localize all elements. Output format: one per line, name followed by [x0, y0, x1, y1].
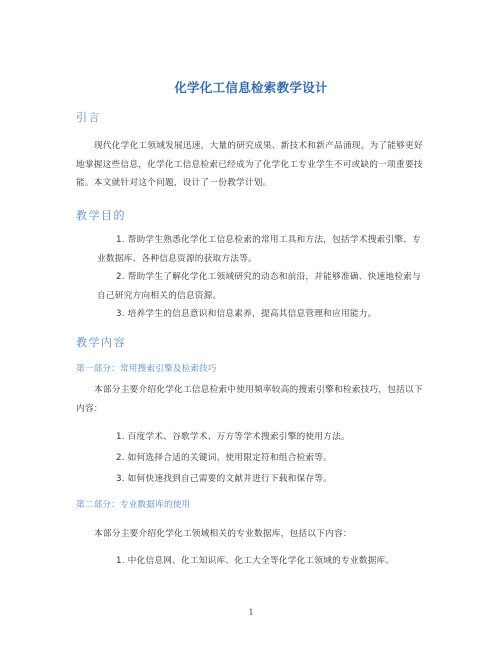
paragraph-intro: 现代化学化工领域发展迅速，大量的研究成果、新技术和新产品涌现。为了能够更好地掌握这些信息，化学化工信息检索已经成为了化学化工专业学生不可或缺的一项重要技能。本文就针对这个问题，设计了一份教学计划。: [76, 141, 423, 188]
paragraph-part1: 本部分主要介绍化学化工信息检索中使用频率较高的搜索引擎和检索技巧，包括以下内容：: [76, 385, 423, 414]
subheading-part2: 第二部分：专业数据库的使用: [76, 500, 191, 510]
document-title: 化学化工信息检索教学设计: [174, 80, 328, 95]
goal-item: 3. 培养学生的信息意识和信息素养，提高其信息管理和应用能力。: [116, 309, 377, 319]
heading-goals: 教学目的: [76, 209, 126, 222]
list-item: 1. 中化信息网、化工知识库、化工大全等化学化工领域的专业数据库。: [116, 556, 395, 566]
goal-item: 1. 帮助学生熟悉化学化工信息检索的常用工具和方法，包括学术搜索引擎、专业数据库、各种信息资源的获取方法等。: [97, 235, 421, 264]
page-number: 1: [248, 608, 254, 617]
heading-content: 教学内容: [76, 336, 126, 349]
heading-intro: 引言: [76, 111, 101, 124]
list-item: 1. 百度学术、谷歌学术、万方等学术搜索引擎的使用方法。: [116, 432, 350, 442]
list-item: 2. 如何选择合适的关键词、使用限定符和组合检索等。: [116, 453, 333, 463]
goal-item: 2. 帮助学生了解化学化工领域研究的动态和前沿，并能够准确、快速地检索与自己研究方向相关的信息资源。: [97, 272, 421, 301]
paragraph-part2: 本部分主要介绍化学化工领域相关的专业数据库，包括以下内容：: [94, 529, 352, 539]
list-item: 3. 如何快速找到自己需要的文献并进行下载和保存等。: [116, 474, 333, 484]
subheading-part1: 第一部分：常用搜索引擎及检索技巧: [76, 364, 217, 374]
